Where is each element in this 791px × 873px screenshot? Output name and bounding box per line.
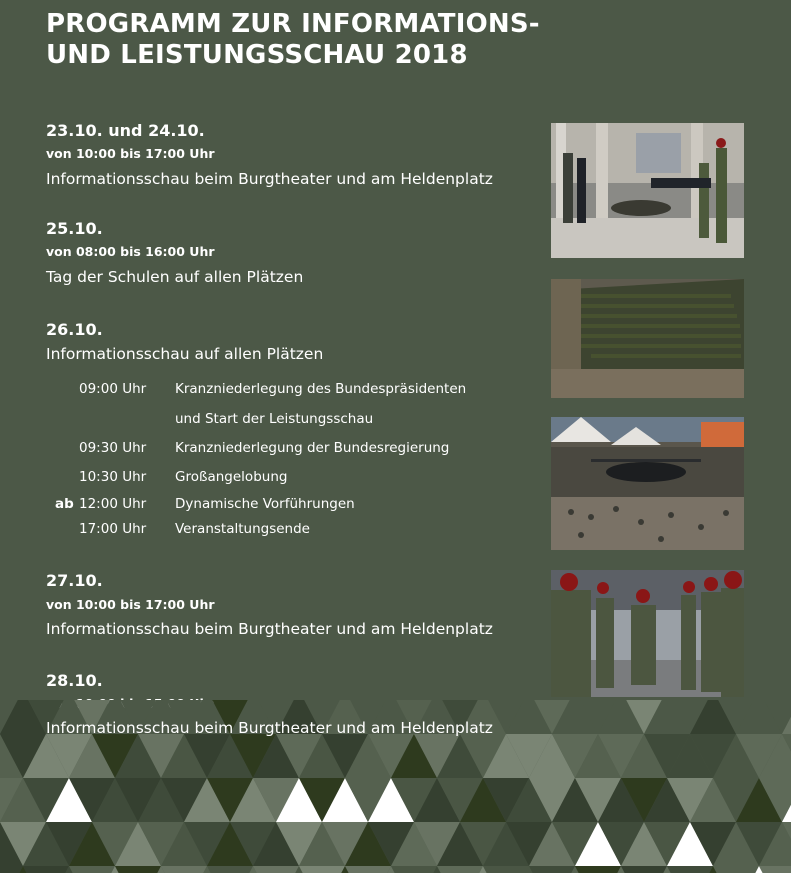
helicopter-crowd-photo <box>551 417 744 550</box>
parade-crowd-photo <box>551 279 744 398</box>
day-date: 23.10. und 24.10. <box>46 121 205 140</box>
schedule-event: Kranzniederlegung des Bundespräsidenten <box>175 381 467 397</box>
schedule-event: Dynamische Vorführungen <box>175 496 355 512</box>
schedule-time: 17:00 Uhr <box>79 521 147 537</box>
schedule-prefix: ab <box>55 496 74 512</box>
title-line-1: PROGRAMM ZUR INFORMATIONS- <box>46 9 540 39</box>
day-date: 28.10. <box>46 671 103 690</box>
schedule-event: Großangelobung <box>175 469 288 485</box>
day-description: Informationsschau beim Burgtheater und am Heldenplatz <box>46 620 493 638</box>
day-date: 25.10. <box>46 219 103 238</box>
day-description: Informationsschau beim Burgtheater und am Heldenplatz <box>46 170 493 188</box>
schedule-event-continuation: und Start der Leistungsschau <box>175 411 374 427</box>
schedule-time: 09:00 Uhr <box>79 381 147 397</box>
schedule-time: 10:30 Uhr <box>79 469 147 485</box>
day-description: Informationsschau beim Burgtheater und am Heldenplatz <box>46 719 493 737</box>
schedule-time: 12:00 Uhr <box>79 496 147 512</box>
soldiers-march-photo <box>551 570 744 697</box>
day-date: 27.10. <box>46 571 103 590</box>
day-time: von 10:00 bis 17:00 Uhr <box>46 597 215 612</box>
day-time: von 08:00 bis 16:00 Uhr <box>46 244 215 259</box>
day-description: Informationsschau auf allen Plätzen <box>46 345 324 363</box>
day-time: von 10:00 bis 17:00 Uhr <box>46 146 215 161</box>
schedule-time: 09:30 Uhr <box>79 440 147 456</box>
day-date: 26.10. <box>46 320 103 339</box>
page-title <box>46 9 540 71</box>
wreath-ceremony-photo <box>551 123 744 258</box>
schedule-event: Kranzniederlegung der Bundesregierung <box>175 440 450 456</box>
day-description: Tag der Schulen auf allen Plätzen <box>46 268 304 286</box>
schedule-event: Veranstaltungsende <box>175 521 310 537</box>
title-line-2: UND LEISTUNGSSCHAU 2018 <box>46 40 468 70</box>
